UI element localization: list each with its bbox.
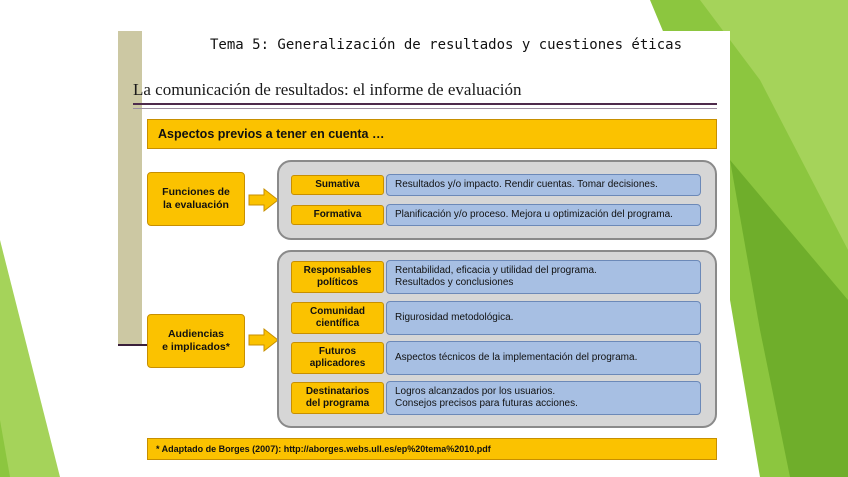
row-label-sumativa: Sumativa: [291, 175, 384, 195]
row-text-comunidad: Rigurosidad metodológica.: [386, 301, 701, 335]
row-label-comunidad: Comunidad científica: [291, 302, 384, 334]
footnote-banner: * Adaptado de Borges (2007): http://aborges.webs.ull.es/ep%20tema%2010.pdf: [147, 438, 717, 460]
funciones-container: [277, 160, 717, 240]
row-label-formativa: Formativa: [291, 205, 384, 225]
title-rule-thin: [133, 108, 717, 109]
slide-left-bar: [118, 31, 142, 345]
row-text-responsables: Rentabilidad, eficacia y utilidad del programa. Resultados y conclusiones: [386, 260, 701, 294]
slide-title: La comunicación de resultados: el informe de evaluación: [133, 80, 522, 99]
audiencias-label: Audiencias e implicados*: [147, 314, 245, 368]
row-text-formativa: Planificación y/o proceso. Mejora u optimización del programa.: [386, 204, 701, 226]
row-label-futuros: Futuros aplicadores: [291, 342, 384, 374]
funciones-label: Funciones de la evaluación: [147, 172, 245, 226]
row-text-sumativa: Resultados y/o impacto. Rendir cuentas. Tomar decisiones.: [386, 174, 701, 196]
row-label-responsables: Responsables políticos: [291, 261, 384, 293]
row-label-destinatarios: Destinatarios del programa: [291, 382, 384, 414]
aspectos-banner: Aspectos previos a tener en cuenta …: [147, 119, 717, 149]
row-text-futuros: Aspectos técnicos de la implementación del programa.: [386, 341, 701, 375]
row-text-destinatarios: Logros alcanzados por los usuarios. Consejos precisos para futuras acciones.: [386, 381, 701, 415]
audiencias-arrow-icon: [248, 327, 280, 353]
header-title: Tema 5: Generalización de resultados y cuestiones éticas: [204, 33, 708, 57]
funciones-arrow-icon: [248, 187, 280, 213]
title-rule: [133, 103, 717, 105]
